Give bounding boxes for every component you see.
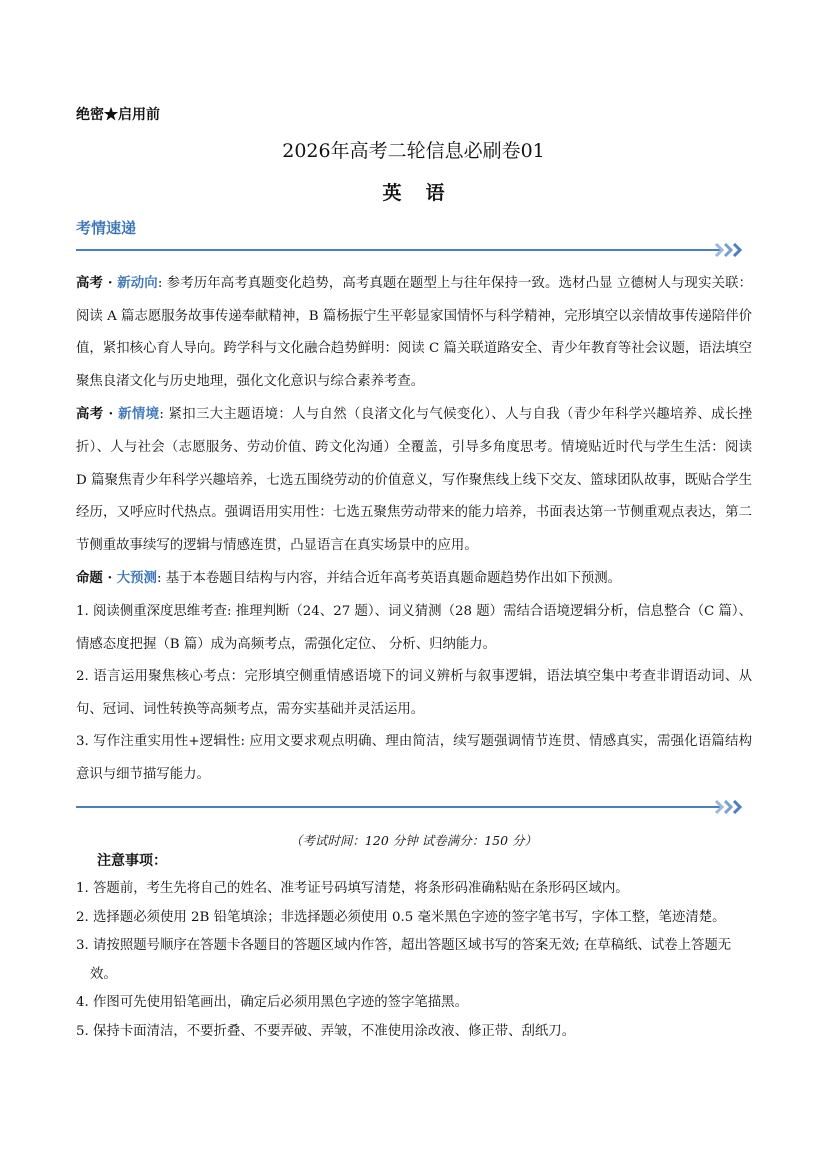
prediction-item: 3. 写作注重实用性+逻辑性: 应用文要求观点明确、理由简洁，续写题强调情节连贯、情感真实，需强化语篇结构意识与细节描写能力。 [76, 734, 752, 782]
section-heading: 考情速递 [76, 219, 137, 237]
paragraph-text: : 基于本卷题目结构与内容，并结合近年高考英语真题命题趋势作出如下预测。 [156, 571, 621, 587]
note-item: 3. 请按照题号顺序在答题卡各题目的答题区域内作答，超出答题区域书写的答案无效; 在草稿纸、试卷上答题无效。 [76, 938, 732, 982]
exam-title: 2026年高考二轮信息必刷卷01 [282, 140, 545, 162]
lead-highlight: 新情境 [118, 406, 160, 423]
prediction-item: 1. 阅读侧重深度思维考查: 推理判断（24、27 题）、词义猜测（28 题）需结合语境逻辑分析，信息整合（C 篇）、情感态度把握（B 篇）成为高频考点，需强化定位、 分析、归纳能力。 [76, 603, 752, 652]
note-item: 5. 保持卡面清洁，不要折叠、不要弄破、弄皱，不准使用涂改液、修正带、刮纸刀。 [76, 1023, 576, 1039]
note-item: 4. 作图可先使用铅笔画出，确定后必须用黑色字迹的签字笔描黑。 [76, 995, 468, 1010]
lead-label: 命题 [76, 570, 103, 587]
paragraph-forecast: 命题 · 大预测: 基于本卷题目结构与内容，并结合近年高考英语真题命题趋势作出如下预测。 [76, 570, 621, 587]
notes-list [76, 875, 752, 1046]
subject-title: 英语 [382, 182, 469, 204]
paragraph-context: 高考 · 新情境: 紧扣三大主题语境：人与自然（良渚文化与气候变化）、人与自我（青少年科学兴趣培养、成长挫折）、人与社会（志愿服务、劳动价值、跨文化沟通）全覆盖，引导多角度思考。情境贴近时代与学生生活：阅读 D 篇聚焦青少年科学兴趣培养，七选五围绕劳动的价值意义，写作聚焦线上线下交友、篮球团队故事，既贴合学生经历，又呼应时代热点。强调语用实用性：七选五聚焦劳动带来的能力培养，书面表达第一节侧重观点表达，第二节侧重故事续写的逻辑与情感连贯，凸显语言在真实场景中的应用。 [76, 406, 752, 553]
section-divider-top [76, 243, 748, 257]
chevron-right-icon [714, 800, 748, 814]
lead-highlight: 大预测 [116, 570, 157, 587]
note-item: 1. 答题前，考生先将自己的姓名、准考证号码填写清楚，将条形码准确粘贴在条形码区域内。 [76, 881, 629, 896]
chevron-right-icon [714, 243, 748, 257]
exam-analysis [76, 267, 752, 792]
paragraph-trends: 高考 · 新动向: 参考历年高考真题变化趋势，高考真题在题型上与往年保持一致。选材凸显 立德树人与现实关联：阅读 A 篇志愿服务故事传递奉献精神，B 篇杨振宁生平彰显家国情怀与科学精神，完形填空以亲情故事传递陪伴价值，紧扣核心育人导向。跨学科与文化融合趋势鲜明：阅读 C 篇关联道路安全、青少年教育等社会议题，语法填空聚焦良渚文化与历史地理，强化文化意识与综合素养考查。 [76, 275, 752, 389]
note-item: 2. 选择题必须使用 2B 铅笔填涂；非选择题必须使用 0.5 毫米黑色字迹的签字笔书写，字体工整，笔迹清楚。 [76, 909, 726, 925]
notes-title: 注意事项： [97, 853, 167, 869]
confidential-label: 绝密★启用前 [76, 107, 160, 123]
paragraph-text: : 紧扣三大主题语境：人与自然（良渚文化与气候变化）、人与自我（青少年科学兴趣培养、成长挫折）、人与社会（志愿服务、劳动价值、跨文化沟通）全覆盖，引导多角度思考。情境贴近时代与学生生活：阅读 D 篇聚焦青少年科学兴趣培养，七选五围绕劳动的价值意义，写作聚焦线上线下交友、篮球团队故事，既贴合学生经历，又呼应时代热点。强调语用实用性：七选五聚焦劳动带来的能力培养，书面表达第一节侧重观点表达，第二节侧重故事续写的逻辑与情感连贯，凸显语言在真实场景中的应用。 [76, 407, 752, 553]
prediction-item: 2. 语言运用聚焦核心考点：完形填空侧重情感语境下的词义辨析与叙事逻辑，语法填空集中考查非谓语动词、从句、冠词、词性转换等高频考点，需夯实基础并灵活运用。 [76, 669, 752, 717]
lead-highlight: 新动向 [117, 275, 158, 291]
paragraph-text: : 参考历年高考真题变化趋势，高考真题在题型上与往年保持一致。选材凸显 立德树人与现实关联：阅读 A 篇志愿服务故事传递奉献精神，B 篇杨振宁生平彰显家国情怀与科学精神，完形填空以亲情故事传递陪伴价值，紧扣核心育人导向。跨学科与文化融合趋势鲜明：阅读 C 篇关联道路安全、青少年教育等社会议题，语法填空聚焦良渚文化与历史地理，强化文化意识与综合素养考查。 [76, 276, 752, 389]
lead-label: 高考 [76, 275, 104, 291]
lead-label: 高考 [76, 406, 104, 423]
section-divider-bottom [76, 800, 748, 814]
exam-time-score: （考试时间：120 分钟 试卷满分：150 分） [289, 833, 538, 848]
